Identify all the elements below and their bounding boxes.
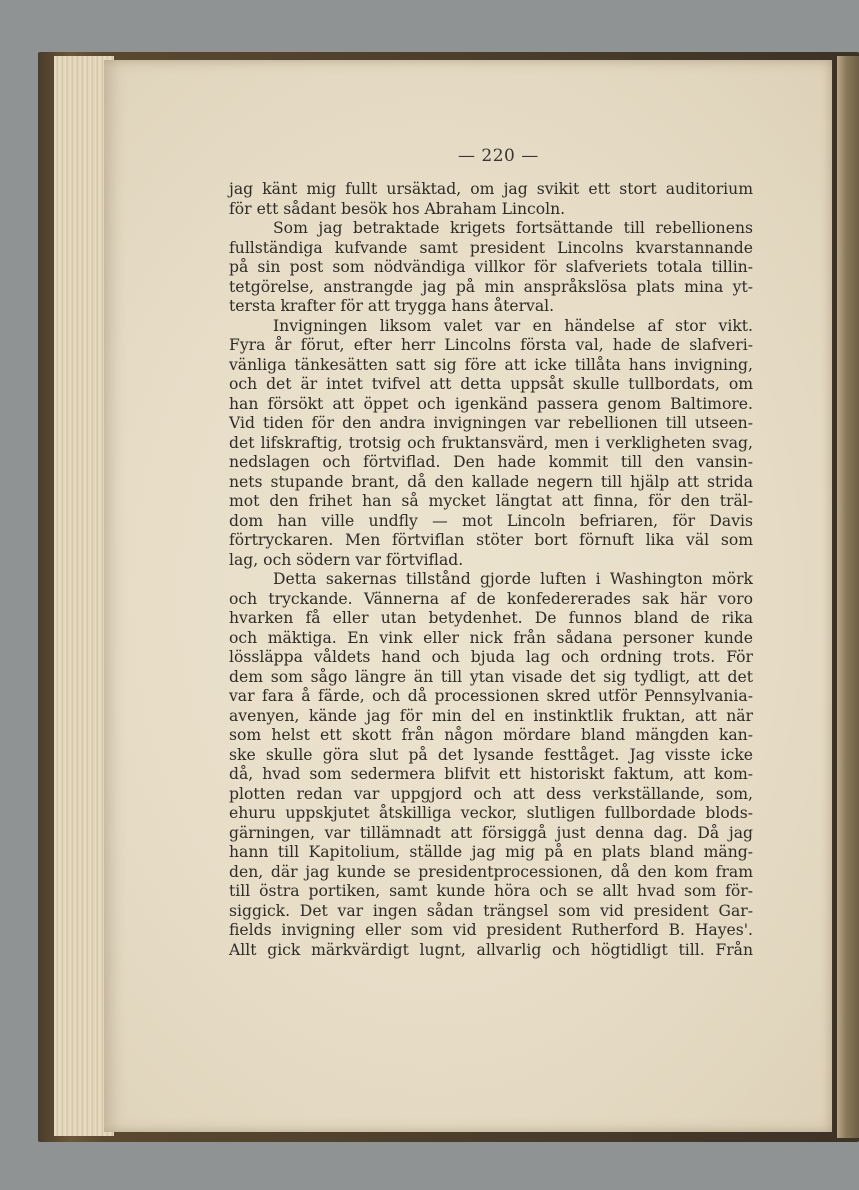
book-cover-edge <box>837 56 859 1138</box>
text-line: Som jag betraktade krigets fortsättande till rebellionens <box>273 219 753 237</box>
text-line: ehuru uppskjutet åtskilliga veckor, slutligen fullbordade blods- <box>229 804 753 822</box>
text-line: nets stupande brant, då den kallade negern till hjälp att strida <box>229 472 753 491</box>
text-line: tetgörelse, anstrangde jag på min anspråkslösa plats mina yt- <box>229 277 753 296</box>
text-line: dom han ville undfly — mot Lincoln befriaren, för Davis <box>229 511 753 530</box>
text-line: avenyen, kände jag för min del en instinktlik fruktan, att när <box>229 706 753 725</box>
text-line: var fara å färde, och då processionen skred utför Pennsylvania- <box>229 687 753 705</box>
page-number: — 220 — <box>458 146 539 166</box>
text-line: Vid tiden för den andra invigningen var rebellionen till utseen- <box>229 414 753 432</box>
text-line: det lifskraftig, trotsig och fruktansvärd, men i verkligheten svag, <box>229 433 753 452</box>
text-line: tersta krafter för att trygga hans återval. <box>229 297 555 315</box>
text-line: lössläppa våldets hand och bjuda lag och ordning trots. För <box>229 648 753 666</box>
text-line: gärningen, var tillämnadt att försiggå just denna dag. Då jag <box>229 823 753 842</box>
text-line: fullständiga kufvande samt president Lincolns kvarstannande <box>229 238 753 257</box>
text-line: den, där jag kunde se presidentprocessionen, då den kom fram <box>229 862 753 881</box>
text-line: Fyra år förut, efter herr Lincolns första val, hade de slafveri- <box>229 336 753 354</box>
text-line: Detta sakernas tillstånd gjorde luften i Washington mörk <box>273 570 753 588</box>
text-line: hvarken få eller utan betydenhet. De funnos bland de rika <box>229 609 753 627</box>
text-line: fields invigning eller som vid president Rutherford B. Hayes'. <box>229 921 753 939</box>
text-line: förtryckaren. Men förtviflan stöter bort förnuft lika väl som <box>229 531 753 549</box>
text-line: till östra portiken, samt kunde höra och se allt hvad som för- <box>229 882 753 900</box>
text-line: och mäktiga. En vink eller nick från sådana personer kunde <box>229 628 753 647</box>
text-line: vänliga tänkesätten satt sig före att icke tillåta hans invigning, <box>229 355 753 374</box>
text-line: nedslagen och förtviflad. Den hade kommit till den vansin- <box>229 453 753 471</box>
text-line: plotten redan var uppgjord och att dess verkställande, som, <box>229 784 753 803</box>
text-line: och tryckande. Vännerna af de konfedererades sak här voro <box>229 589 753 608</box>
text-line: för ett sådant besök hos Abraham Lincoln. <box>229 199 566 218</box>
text-line: hann till Kapitolium, ställde jag mig på en plats bland mäng- <box>229 843 753 861</box>
body-text <box>229 180 753 960</box>
text-line: på sin post som nödvändiga villkor för slafveriets totala tillin- <box>229 258 753 276</box>
text-line: mot den frihet han så mycket längtat att finna, för den träl- <box>229 492 753 510</box>
text-line: då, hvad som sedermera blifvit ett historiskt faktum, att kom- <box>229 765 753 783</box>
text-line: ske skulle göra slut på det lysande festtåget. Jag visste icke <box>229 745 753 764</box>
text-line: Invigningen liksom valet var en händelse af stor vikt. <box>273 316 753 335</box>
text-line: lag, och södern var förtviflad. <box>229 550 464 569</box>
text-line: och det är intet tvifvel att detta uppsåt skulle tullbordats, om <box>229 375 753 393</box>
text-line: som helst ett skott från någon mördare bland mängden kan- <box>229 726 753 744</box>
text-line: siggick. Det var ingen sådan trängsel som vid president Gar- <box>229 901 753 920</box>
text-line: Allt gick märkvärdigt lugnt, allvarlig och högtidligt till. Från <box>229 940 753 959</box>
text-line: han försökt att öppet och igenkänd passera genom Baltimore. <box>229 394 753 413</box>
text-line: dem som sågo längre än till ytan visade det sig tydligt, att det <box>229 667 753 686</box>
text-line: jag känt mig fullt ursäktad, om jag svikit ett stort auditorium <box>229 180 753 198</box>
